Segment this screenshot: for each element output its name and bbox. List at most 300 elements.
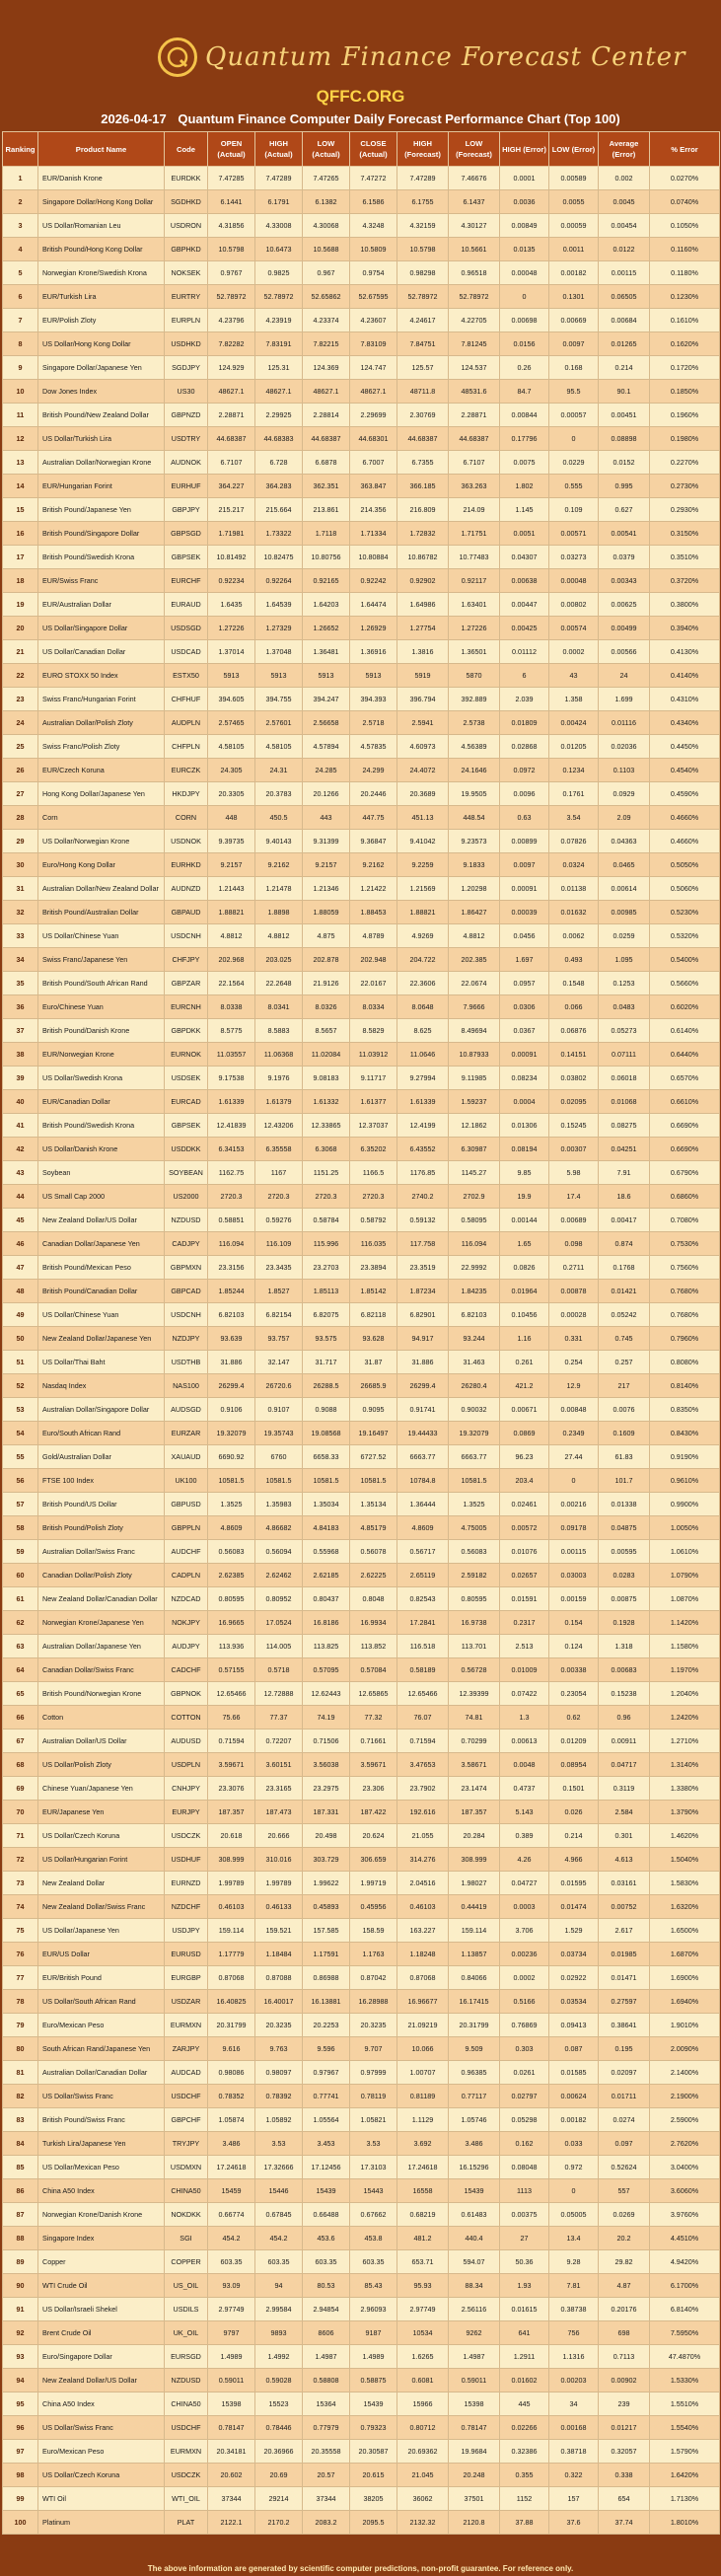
value-cell: 0.0483 — [599, 995, 650, 1019]
code-cell: USDNOK — [165, 830, 208, 853]
rank-cell: 78 — [3, 1990, 38, 2014]
value-cell: 7.9666 — [449, 995, 500, 1019]
value-cell: 0.00902 — [599, 2369, 650, 2392]
code-cell: TRYJPY — [165, 2132, 208, 2156]
table-row — [3, 664, 720, 688]
value-cell: 157 — [549, 2487, 599, 2511]
value-cell: 1176.85 — [397, 1161, 449, 1185]
value-cell: 0.0740% — [650, 190, 720, 214]
rank-cell: 22 — [3, 664, 38, 688]
product-name-cell: US Dollar/Hungarian Forint — [38, 1848, 165, 1872]
value-cell: 0.02922 — [549, 1966, 599, 1990]
value-cell: 0.0097 — [549, 332, 599, 356]
value-cell: 94.917 — [397, 1327, 449, 1351]
code-cell: NOKDKK — [165, 2203, 208, 2227]
product-name-cell: US Dollar/Danish Krone — [38, 1138, 165, 1161]
rank-cell: 79 — [3, 2014, 38, 2037]
value-cell: 20.615 — [350, 2464, 397, 2487]
value-cell: 1.0790% — [650, 1564, 720, 1587]
value-cell: 1.16 — [500, 1327, 549, 1351]
product-name-cell: British Pound/Japanese Yen — [38, 498, 165, 522]
value-cell: 0.322 — [549, 2464, 599, 2487]
value-cell: 0.09178 — [549, 1516, 599, 1540]
table-row — [3, 1090, 720, 1114]
value-cell: 0.04875 — [599, 1516, 650, 1540]
value-cell: 0.0055 — [549, 190, 599, 214]
value-cell: 4.84183 — [303, 1516, 350, 1540]
code-cell: AUDNOK — [165, 451, 208, 475]
value-cell: 0.20176 — [599, 2298, 650, 2321]
value-cell: 0.5050% — [650, 853, 720, 877]
value-cell: 0.06505 — [599, 285, 650, 309]
value-cell: 10.6473 — [255, 238, 303, 261]
value-cell: 394.755 — [255, 688, 303, 711]
product-name-cell: Australian Dollar/New Zealand Dollar — [38, 877, 165, 901]
rank-cell: 44 — [3, 1185, 38, 1209]
rank-cell: 38 — [3, 1043, 38, 1067]
code-cell: GBPMXN — [165, 1256, 208, 1280]
value-cell: 23.2703 — [303, 1256, 350, 1280]
value-cell: 4.9420% — [650, 2250, 720, 2274]
table-row — [3, 2132, 720, 2156]
value-cell: 3.53 — [255, 2132, 303, 2156]
value-cell: 217 — [599, 1374, 650, 1398]
value-cell: 7.5950% — [650, 2321, 720, 2345]
code-cell: ZARJPY — [165, 2037, 208, 2061]
value-cell: 641 — [500, 2321, 549, 2345]
product-name-cell: EUR/Polish Zloty — [38, 309, 165, 332]
value-cell: 0.331 — [549, 1327, 599, 1351]
value-cell: 6690.92 — [208, 1445, 255, 1469]
value-cell: 12.62443 — [303, 1682, 350, 1706]
value-cell: 1.6320% — [650, 1895, 720, 1919]
value-cell: 1.5540% — [650, 2416, 720, 2440]
value-cell: 0.00625 — [599, 593, 650, 617]
code-cell: GBPUSD — [165, 1493, 208, 1516]
value-cell: 0.00057 — [549, 404, 599, 427]
rank-cell: 42 — [3, 1138, 38, 1161]
value-cell: 31.886 — [397, 1351, 449, 1374]
value-cell: 187.331 — [303, 1801, 350, 1824]
value-cell: 1.2420% — [650, 1706, 720, 1730]
product-name-cell: EUR/Danish Krone — [38, 167, 165, 190]
value-cell: 4.9269 — [397, 924, 449, 948]
value-cell: 5913 — [350, 664, 397, 688]
value-cell: 0.00638 — [500, 569, 549, 593]
value-cell: 16.8186 — [303, 1611, 350, 1635]
product-name-cell: China A50 Index — [38, 2392, 165, 2416]
code-cell: GBPDKK — [165, 1019, 208, 1043]
value-cell: 7.84751 — [397, 332, 449, 356]
value-cell: 4.8789 — [350, 924, 397, 948]
product-name-cell: Australian Dollar/Norwegian Krone — [38, 451, 165, 475]
table-row — [3, 2440, 720, 2464]
value-cell: 1.1129 — [397, 2108, 449, 2132]
value-cell: 159.114 — [449, 1919, 500, 1943]
rank-cell: 58 — [3, 1516, 38, 1540]
rank-cell: 18 — [3, 569, 38, 593]
value-cell: 0.07111 — [599, 1043, 650, 1067]
value-cell: 3.53 — [350, 2132, 397, 2156]
value-cell: 0.01138 — [549, 877, 599, 901]
value-cell: 12.65466 — [397, 1682, 449, 1706]
value-cell: 0.0156 — [500, 332, 549, 356]
value-cell: 16.13881 — [303, 1990, 350, 2014]
value-cell: 4.24617 — [397, 309, 449, 332]
value-cell: 0.26 — [500, 356, 549, 380]
code-cell: NOKJPY — [165, 1611, 208, 1635]
value-cell: 0.6570% — [650, 1067, 720, 1090]
value-cell: 48531.6 — [449, 380, 500, 404]
code-cell: GBPCHF — [165, 2108, 208, 2132]
value-cell: 453.6 — [303, 2227, 350, 2250]
value-cell: 1.61332 — [303, 1090, 350, 1114]
value-cell: 0.71506 — [303, 1730, 350, 1753]
value-cell: 6.7355 — [397, 451, 449, 475]
table-row — [3, 285, 720, 309]
value-cell: 1.6420% — [650, 2464, 720, 2487]
table-row — [3, 877, 720, 901]
value-cell: 44.68387 — [397, 427, 449, 451]
value-cell: 0.4340% — [650, 711, 720, 735]
value-cell: 0.6690% — [650, 1138, 720, 1161]
rank-cell: 69 — [3, 1777, 38, 1801]
value-cell: 0.56717 — [397, 1540, 449, 1564]
value-cell: 27.44 — [549, 1445, 599, 1469]
value-cell: 0.58784 — [303, 1209, 350, 1232]
value-cell: 0.0283 — [599, 1564, 650, 1587]
table-row — [3, 2392, 720, 2416]
value-cell: 0.7113 — [599, 2345, 650, 2369]
product-name-cell: Swiss Franc/Hungarian Forint — [38, 688, 165, 711]
value-cell: 0.1253 — [599, 972, 650, 995]
value-cell: 48711.8 — [397, 380, 449, 404]
value-cell: 2.59182 — [449, 1564, 500, 1587]
value-cell: 3.0400% — [650, 2156, 720, 2179]
value-cell: 0.63 — [500, 806, 549, 830]
value-cell: 9797 — [208, 2321, 255, 2345]
value-cell: 2.56116 — [449, 2298, 500, 2321]
rank-cell: 88 — [3, 2227, 38, 2250]
rank-cell: 13 — [3, 451, 38, 475]
value-cell: 0.195 — [599, 2037, 650, 2061]
value-cell: 0.61483 — [449, 2203, 500, 2227]
value-cell: 10.80884 — [350, 546, 397, 569]
product-name-cell: Turkish Lira/Japanese Yen — [38, 2132, 165, 2156]
table-row — [3, 1540, 720, 1564]
value-cell: 1.99622 — [303, 1872, 350, 1895]
value-cell: 0.92264 — [255, 569, 303, 593]
value-cell: 4.8609 — [208, 1516, 255, 1540]
value-cell: 0.00159 — [549, 1587, 599, 1611]
value-cell: 116.094 — [208, 1232, 255, 1256]
value-cell: 0.04727 — [500, 1872, 549, 1895]
value-cell: 0.2270% — [650, 451, 720, 475]
value-cell: 1.88059 — [303, 901, 350, 924]
product-name-cell: EURO STOXX 50 Index — [38, 664, 165, 688]
value-cell: 1.05564 — [303, 2108, 350, 2132]
value-cell: 9.41042 — [397, 830, 449, 853]
code-cell: NAS100 — [165, 1374, 208, 1398]
code-cell: USDJPY — [165, 1919, 208, 1943]
value-cell: 0.03802 — [549, 1067, 599, 1090]
value-cell: 1.3380% — [650, 1777, 720, 1801]
value-cell: 0.05273 — [599, 1019, 650, 1043]
value-cell: 17.4 — [549, 1185, 599, 1209]
product-name-cell: Euro/Hong Kong Dollar — [38, 853, 165, 877]
value-cell: 20.69362 — [397, 2440, 449, 2464]
value-cell: 215.664 — [255, 498, 303, 522]
value-cell: 43 — [549, 664, 599, 688]
value-cell: 16.28988 — [350, 1990, 397, 2014]
value-cell: 0.5060% — [650, 877, 720, 901]
value-cell: 114.005 — [255, 1635, 303, 1658]
value-cell: 0.78147 — [449, 2416, 500, 2440]
site-url[interactable]: QFFC.ORG — [316, 87, 405, 106]
value-cell: 1.65 — [500, 1232, 549, 1256]
value-cell: 1.00707 — [397, 2061, 449, 2085]
code-cell: GBPZAR — [165, 972, 208, 995]
rank-cell: 63 — [3, 1635, 38, 1658]
value-cell: 52.65862 — [303, 285, 350, 309]
table-row — [3, 853, 720, 877]
value-cell: 0.01068 — [599, 1090, 650, 1114]
value-cell: 93.09 — [208, 2274, 255, 2298]
value-cell: 1.6940% — [650, 1990, 720, 2014]
value-cell: 1.17779 — [208, 1943, 255, 1966]
value-cell: 0.15238 — [599, 1682, 650, 1706]
value-cell: 0.90032 — [449, 1398, 500, 1422]
value-cell: 0.1103 — [599, 759, 650, 782]
value-cell: 6.1791 — [255, 190, 303, 214]
value-cell: 2.99584 — [255, 2298, 303, 2321]
product-name-cell: EUR/Swiss Franc — [38, 569, 165, 593]
value-cell: 1.145 — [500, 498, 549, 522]
product-name-cell: British Pound/Mexican Peso — [38, 1256, 165, 1280]
value-cell: 396.794 — [397, 688, 449, 711]
value-cell: 0.56083 — [449, 1540, 500, 1564]
product-name-cell: EUR/British Pound — [38, 1966, 165, 1990]
value-cell: 52.78972 — [208, 285, 255, 309]
value-cell: 202.385 — [449, 948, 500, 972]
product-name-cell: Canadian Dollar/Swiss Franc — [38, 1658, 165, 1682]
value-cell: 0.9754 — [350, 261, 397, 285]
rank-cell: 43 — [3, 1161, 38, 1185]
value-cell: 10.77483 — [449, 546, 500, 569]
product-name-cell: British Pound/Swiss Franc — [38, 2108, 165, 2132]
value-cell: 366.185 — [397, 475, 449, 498]
value-cell: 2.28871 — [449, 404, 500, 427]
value-cell: 0.03003 — [549, 1564, 599, 1587]
forecast-table-wrap — [2, 131, 719, 2535]
rank-cell: 2 — [3, 190, 38, 214]
product-name-cell: British Pound/Australian Dollar — [38, 901, 165, 924]
value-cell: 0.109 — [549, 498, 599, 522]
value-cell: 0.338 — [599, 2464, 650, 2487]
value-cell: 0.874 — [599, 1232, 650, 1256]
value-cell: 0.0274 — [599, 2108, 650, 2132]
value-cell: 116.518 — [397, 1635, 449, 1658]
value-cell: 37.74 — [599, 2511, 650, 2535]
value-cell: 0.2930% — [650, 498, 720, 522]
value-cell: 0.01711 — [599, 2085, 650, 2108]
value-cell: 3.692 — [397, 2132, 449, 2156]
value-cell: 0.00091 — [500, 877, 549, 901]
value-cell: 11.0646 — [397, 1043, 449, 1067]
value-cell: 0.00144 — [500, 1209, 549, 1232]
value-cell: 215.217 — [208, 498, 255, 522]
value-cell: 0.55968 — [303, 1540, 350, 1564]
value-cell: 10.5809 — [350, 238, 397, 261]
value-cell: 0.4130% — [650, 640, 720, 664]
value-cell: 6.30987 — [449, 1138, 500, 1161]
value-cell: 1.85244 — [208, 1280, 255, 1303]
table-row — [3, 1280, 720, 1303]
product-name-cell: Norwegian Krone/Danish Krone — [38, 2203, 165, 2227]
value-cell: 4.613 — [599, 1848, 650, 1872]
value-cell: 6760 — [255, 1445, 303, 1469]
value-cell: 74.19 — [303, 1706, 350, 1730]
code-cell: CHFPLN — [165, 735, 208, 759]
product-name-cell: New Zealand Dollar/US Dollar — [38, 2369, 165, 2392]
value-cell: 394.393 — [350, 688, 397, 711]
value-cell: 15398 — [449, 2392, 500, 2416]
value-cell: 450.5 — [255, 806, 303, 830]
value-cell: 1.6265 — [397, 2345, 449, 2369]
value-cell: 0.0259 — [599, 924, 650, 948]
value-cell: 2.62462 — [255, 1564, 303, 1587]
value-cell: 9.23573 — [449, 830, 500, 853]
value-cell: 1.21422 — [350, 877, 397, 901]
value-cell: 10.066 — [397, 2037, 449, 2061]
product-name-cell: British Pound/Polish Zloty — [38, 1516, 165, 1540]
value-cell: 0.00338 — [549, 1658, 599, 1682]
value-cell: 3.56038 — [303, 1753, 350, 1777]
product-name-cell: British Pound/Singapore Dollar — [38, 522, 165, 546]
value-cell: 0.08275 — [599, 1114, 650, 1138]
value-cell: 0.52624 — [599, 2156, 650, 2179]
value-cell: 20.31799 — [449, 2014, 500, 2037]
product-name-cell: WTI Oil — [38, 2487, 165, 2511]
table-row — [3, 1706, 720, 1730]
value-cell: 0.098 — [549, 1232, 599, 1256]
code-cell: AUDSGD — [165, 1398, 208, 1422]
value-cell: 0.01985 — [599, 1943, 650, 1966]
value-cell: 50.36 — [500, 2250, 549, 2274]
value-cell: 1.5510% — [650, 2392, 720, 2416]
table-row — [3, 2203, 720, 2227]
code-cell: SGDHKD — [165, 190, 208, 214]
rank-cell: 87 — [3, 2203, 38, 2227]
product-name-cell: Norwegian Krone/Swedish Krona — [38, 261, 165, 285]
value-cell: 239 — [599, 2392, 650, 2416]
value-cell: 20.3305 — [208, 782, 255, 806]
value-cell: 7.47265 — [303, 167, 350, 190]
value-cell: 1.21478 — [255, 877, 303, 901]
value-cell: 0.87068 — [397, 1966, 449, 1990]
value-cell: 0.301 — [599, 1824, 650, 1848]
value-cell: 8.0338 — [208, 995, 255, 1019]
value-cell: 0.0869 — [500, 1422, 549, 1445]
value-cell: 1.26929 — [350, 617, 397, 640]
value-cell: 8.5883 — [255, 1019, 303, 1043]
value-cell: 11.03557 — [208, 1043, 255, 1067]
value-cell: 6.728 — [255, 451, 303, 475]
value-cell: 1.699 — [599, 688, 650, 711]
value-cell: 0.00875 — [599, 1587, 650, 1611]
value-cell: 34 — [549, 2392, 599, 2416]
code-cell: EURNOK — [165, 1043, 208, 1067]
value-cell: 11.03912 — [350, 1043, 397, 1067]
product-name-cell: FTSE 100 Index — [38, 1469, 165, 1493]
value-cell: 0.4310% — [650, 688, 720, 711]
value-cell: 9.85 — [500, 1161, 549, 1185]
code-cell: SOYBEAN — [165, 1161, 208, 1185]
table-row — [3, 380, 720, 404]
value-cell: 8.5775 — [208, 1019, 255, 1043]
table-row — [3, 1445, 720, 1469]
table-row — [3, 427, 720, 451]
value-cell: 362.351 — [303, 475, 350, 498]
value-cell: 0.78392 — [255, 2085, 303, 2108]
column-header: Product Name — [38, 132, 165, 167]
product-name-cell: British Pound/Canadian Dollar — [38, 1280, 165, 1303]
rank-cell: 65 — [3, 1682, 38, 1706]
value-cell: 0.162 — [500, 2132, 549, 2156]
value-cell: 4.57894 — [303, 735, 350, 759]
value-cell: 0.58808 — [303, 2369, 350, 2392]
product-name-cell: British Pound/Swedish Krona — [38, 546, 165, 569]
value-cell: 6.82154 — [255, 1303, 303, 1327]
value-cell: 308.999 — [449, 1848, 500, 1872]
rank-cell: 98 — [3, 2464, 38, 2487]
value-cell: 6663.77 — [397, 1445, 449, 1469]
value-cell: 2.29925 — [255, 404, 303, 427]
value-cell: 0.9900% — [650, 1493, 720, 1516]
product-name-cell: US Dollar/Turkish Lira — [38, 427, 165, 451]
table-row — [3, 830, 720, 853]
value-cell: 113.701 — [449, 1635, 500, 1658]
rank-cell: 15 — [3, 498, 38, 522]
value-cell: 20.624 — [350, 1824, 397, 1848]
value-cell: 4.8812 — [449, 924, 500, 948]
product-name-cell: Australian Dollar/Polish Zloty — [38, 711, 165, 735]
value-cell: 0.627 — [599, 498, 650, 522]
value-cell: 0.08954 — [549, 1753, 599, 1777]
table-row — [3, 995, 720, 1019]
value-cell: 19.32079 — [449, 1422, 500, 1445]
table-row — [3, 1256, 720, 1280]
product-name-cell: EUR/Japanese Yen — [38, 1801, 165, 1824]
value-cell: 0.3150% — [650, 522, 720, 546]
value-cell: 17.2841 — [397, 1611, 449, 1635]
value-cell: 0.02097 — [599, 2061, 650, 2085]
value-cell: 2720.3 — [208, 1185, 255, 1209]
table-row — [3, 214, 720, 238]
value-cell: 16.40825 — [208, 1990, 255, 2014]
value-cell: 0.76869 — [500, 2014, 549, 2037]
value-cell: 0.59132 — [397, 1209, 449, 1232]
value-cell: 23.3435 — [255, 1256, 303, 1280]
table-row — [3, 1114, 720, 1138]
value-cell: 115.996 — [303, 1232, 350, 1256]
value-cell: 61.83 — [599, 1445, 650, 1469]
value-cell: 0.00115 — [549, 1540, 599, 1564]
value-cell: 5913 — [208, 664, 255, 688]
code-cell: CADJPY — [165, 1232, 208, 1256]
value-cell: 116.035 — [350, 1232, 397, 1256]
product-name-cell: Chinese Yuan/Japanese Yen — [38, 1777, 165, 1801]
